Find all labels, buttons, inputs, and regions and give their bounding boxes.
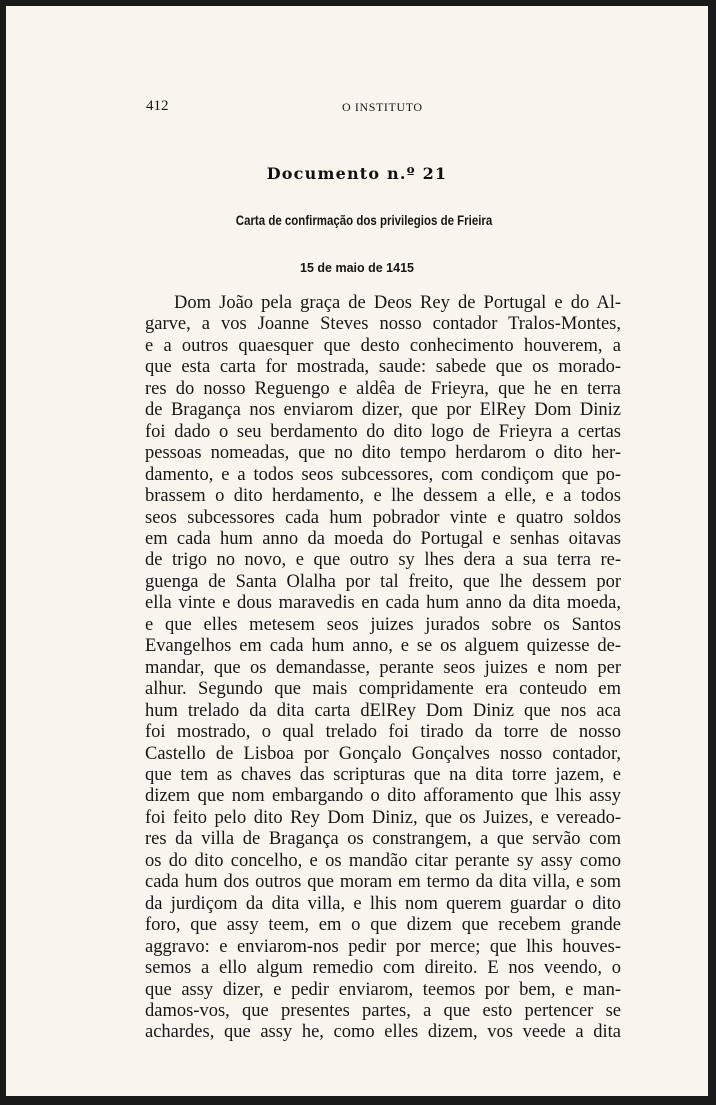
text-line: da jurdiçom da dita villa, e lhis nom querem guardar o dito <box>145 893 621 914</box>
page-header <box>146 98 646 118</box>
text-line: achardes, que assy he, como elles dizem, vos veede a dita <box>145 1022 621 1043</box>
text-line: alhur. Segundo que mais compridamente era conteudo em <box>145 679 621 700</box>
text-line: cada hum dos outros que moram em termo da dita villa, e som <box>145 872 621 893</box>
text-line: que assy dizer, e pedir enviarom, teemos por bem, e man- <box>145 979 621 1000</box>
document-subtitle: Carta de confirmação dos privilegios de Frieira <box>235 212 493 228</box>
text-line: seos subcessores cada hum pobrador vinte e quatro soldos <box>145 507 621 528</box>
text-line: e a outros quaesquer que desto conhecimento houverem, a <box>145 335 621 356</box>
text-line: res da villa de Bragança os constrangem, a que servão com <box>145 829 621 850</box>
text-line: de trigo no novo, e que outro sy lhes dera a sua terra re- <box>145 550 621 571</box>
text-line: garve, a vos Joanne Steves nosso contador Tralos-Montes, <box>145 314 621 335</box>
text-line: hum trelado da dita carta dElRey Dom Diniz que nos aca <box>145 700 621 721</box>
text-line: de Bragança nos enviarom dizer, que por ElRey Dom Diniz <box>145 400 621 421</box>
text-line: e que elles metesem seos juizes jurados sobre os Santos <box>145 614 621 635</box>
text-line: que esta carta for mostrada, saude: sabede que os morado- <box>145 357 621 378</box>
body-text <box>145 293 621 1044</box>
text-line: semos a ello algum remedio com direito. E nos veendo, o <box>145 958 621 979</box>
text-line: foi feito pelo dito Rey Dom Diniz, que os Juizes, e vereado- <box>145 807 621 828</box>
text-line: que tem as chaves das scripturas que na dita torre jazem, e <box>145 764 621 785</box>
text-line: mandar, que os demandasse, perante seos juizes e nom per <box>145 657 621 678</box>
text-line: Castello de Lisboa por Gonçalo Gonçalves nosso contador, <box>145 743 621 764</box>
text-line: pessoas nomeadas, que no dito tempo herdarom o dito her- <box>145 443 621 464</box>
text-line: brassem o dito herdamento, e lhe dessem a elle, e a todos <box>145 486 621 507</box>
text-line: foi dado o seu berdamento do dito logo de Frieyra a certas <box>145 421 621 442</box>
text-line: damos-vos, que presentes partes, a que esto pertencer se <box>145 1000 621 1021</box>
text-line: Evangelhos em cada hum anno, e se os alguem quizesse de- <box>145 636 621 657</box>
text-line: em cada hum anno da moeda do Portugal e senhas oitavas <box>145 528 621 549</box>
text-line: foro, que assy teem, em o que dizem que recebem grande <box>145 915 621 936</box>
running-title: O INSTITUTO <box>342 100 423 114</box>
document-page <box>6 6 708 1096</box>
text-line: res do nosso Reguengo e aldêa de Frieyra, que he en terra <box>145 378 621 399</box>
text-line: os do dito concelho, e os mandão citar perante sy assy como <box>145 850 621 871</box>
document-title: Documento n.º 21 <box>266 164 448 183</box>
page-number: 412 <box>146 98 169 114</box>
text-line: ella vinte e dous maravedis en cada hum anno da dita moeda, <box>145 593 621 614</box>
text-line: foi mostrado, o qual trelado foi tirado da torre de nosso <box>145 722 621 743</box>
document-date: 15 de maio de 1415 <box>300 261 414 275</box>
text-line: guenga de Santa Olalha por tal freito, que lhe dessem por <box>145 571 621 592</box>
text-line: aggravo: e enviarom-nos pedir por merce; que lhis houves- <box>145 936 621 957</box>
text-line: damento, e a todos seos subcessores, com condiçom que po- <box>145 464 621 485</box>
text-line: dizem que nom embargando o dito afforamento que lhis assy <box>145 786 621 807</box>
text-line: Dom João pela graça de Deos Rey de Portugal e do Al- <box>174 293 621 313</box>
